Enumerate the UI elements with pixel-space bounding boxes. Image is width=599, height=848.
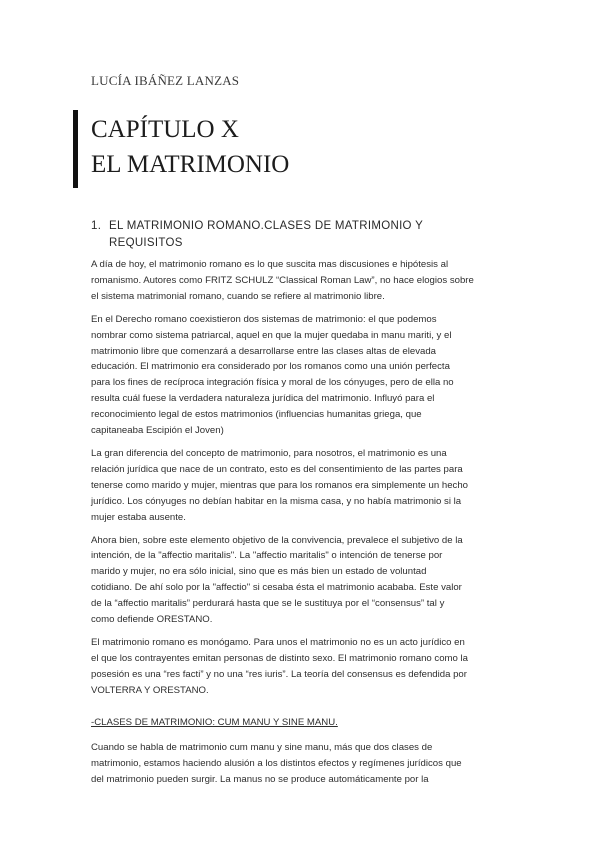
paragraph-line: En el Derecho romano coexistieron dos sistemas de matrimonio: el que podemos [91, 313, 437, 325]
paragraph-line: A día de hoy, el matrimonio romano es lo que suscita mas discusiones e hipótesis al [91, 259, 449, 270]
paragraph-line: posesión es una “res facti” y no una “res iuris”. La teoría del consensus es defendida por [91, 668, 467, 680]
paragraph-line: jurídico. Los cónyuges no debían habitar en la misma casa, y no había matrimonio si la [91, 495, 462, 507]
paragraph [91, 312, 511, 439]
paragraph-line: intención, de la "affectio maritalis". La "affectio maritalis" o intención de tenerse por [91, 550, 443, 562]
paragraph [91, 533, 511, 628]
chapter-accent-bar [73, 110, 78, 188]
chapter-title [91, 112, 289, 182]
section-title-line-2: REQUISITOS [109, 237, 183, 249]
chapter-name: EL MATRIMONIO [91, 151, 290, 178]
section-number: 1. [91, 220, 102, 232]
paragraph-line: de la “affectio maritalis” perdurará hasta que se le sustituya por el “consensus” tal y [91, 598, 445, 610]
paragraph-line: La gran diferencia del concepto de matrimonio, para nosotros, el matrimonio es una [91, 447, 447, 459]
paragraph-line: cotidiano. De ahí solo por la "affectio" si cesaba ésta el matrimonio acababa. Este valor [91, 582, 462, 594]
paragraph [91, 635, 511, 699]
paragraph-line: capitaneaba Escipión el Joven) [91, 425, 224, 437]
paragraph [91, 446, 511, 526]
paragraph-line: romanismo. Autores como FRITZ SCHULZ “Classical Roman Law”, no hace elogios sobre [91, 274, 474, 286]
paragraph-line: matrimonio, estamos haciendo alusión a los distintos efectos y regímenes jurídicos que [91, 758, 462, 770]
paragraph-line: resulta cuál fuese la verdadera naturaleza jurídica del matrimonio. Influyó para el [91, 393, 435, 405]
paragraph [91, 257, 511, 305]
chapter-number: CAPÍTULO X [91, 116, 239, 143]
paragraph-line: reconocimiento legal de estos matrimonios (influencias humanitas griega, que [91, 409, 422, 421]
paragraph-line: matrimonio libre que comenzará a desarrollarse entre las clases altas de elevada [91, 345, 437, 357]
paragraph-line: tenerse como marido y mujer, mientras que para los romanos era simplemente un hecho [91, 479, 469, 491]
closing-paragraph [91, 740, 511, 788]
author-name: LUCÍA IBÁÑEZ LANZAS [91, 73, 240, 88]
paragraph-list [91, 257, 511, 699]
paragraph-line: como defiende ORESTANO. [91, 614, 213, 626]
body-text [91, 257, 511, 795]
paragraph-line: nombrar como sistema patriarcal, aquel en que la mujer quedaba in manu mariti, y el [91, 329, 452, 341]
paragraph-line: mujer estaba ausente. [91, 511, 186, 523]
subheading: -CLASES DE MATRIMONIO: CUM MANU Y SINE MANU. [91, 716, 338, 728]
section-title-line-1: EL MATRIMONIO ROMANO.CLASES DE MATRIMONIO Y [109, 220, 424, 232]
paragraph-line: Cuando se habla de matrimonio cum manu y sine manu, más que dos clases de [91, 742, 433, 754]
paragraph-line: El matrimonio romano es monógamo. Para unos el matrimonio no es un acto jurídico en [91, 636, 465, 648]
paragraph-line: Ahora bien, sobre este elemento objetivo de la convivencia, prevalece el subjetivo de la [91, 534, 463, 546]
paragraph-line: el que los contrayentes emitan personas de distinto sexo. El matrimonio romano como la [91, 652, 469, 664]
paragraph-line: VOLTERRA Y ORESTANO. [91, 684, 209, 696]
closing-paragraph-container [91, 740, 511, 788]
paragraph-line: el sistema matrimonial romano, cuando se refiere al matrimonio libre. [91, 290, 385, 302]
section-heading [91, 218, 511, 252]
paragraph-line: educación. El matrimonio era considerado por los romanos como una unión perfecta [91, 361, 450, 373]
paragraph-line: del matrimonio pueden surgir. La manus no se produce automáticamente por la [91, 774, 429, 786]
paragraph-line: para los fines de recíproca integración física y moral de los cónyuges, pero de ella no [91, 377, 454, 389]
paragraph-line: relación jurídica que nace de un contrato, esto es del consentimiento de las partes para [91, 463, 463, 475]
paragraph-line: marido y mujer, no era sólo inicial, sino que es más bien un estado de voluntad [91, 566, 427, 578]
